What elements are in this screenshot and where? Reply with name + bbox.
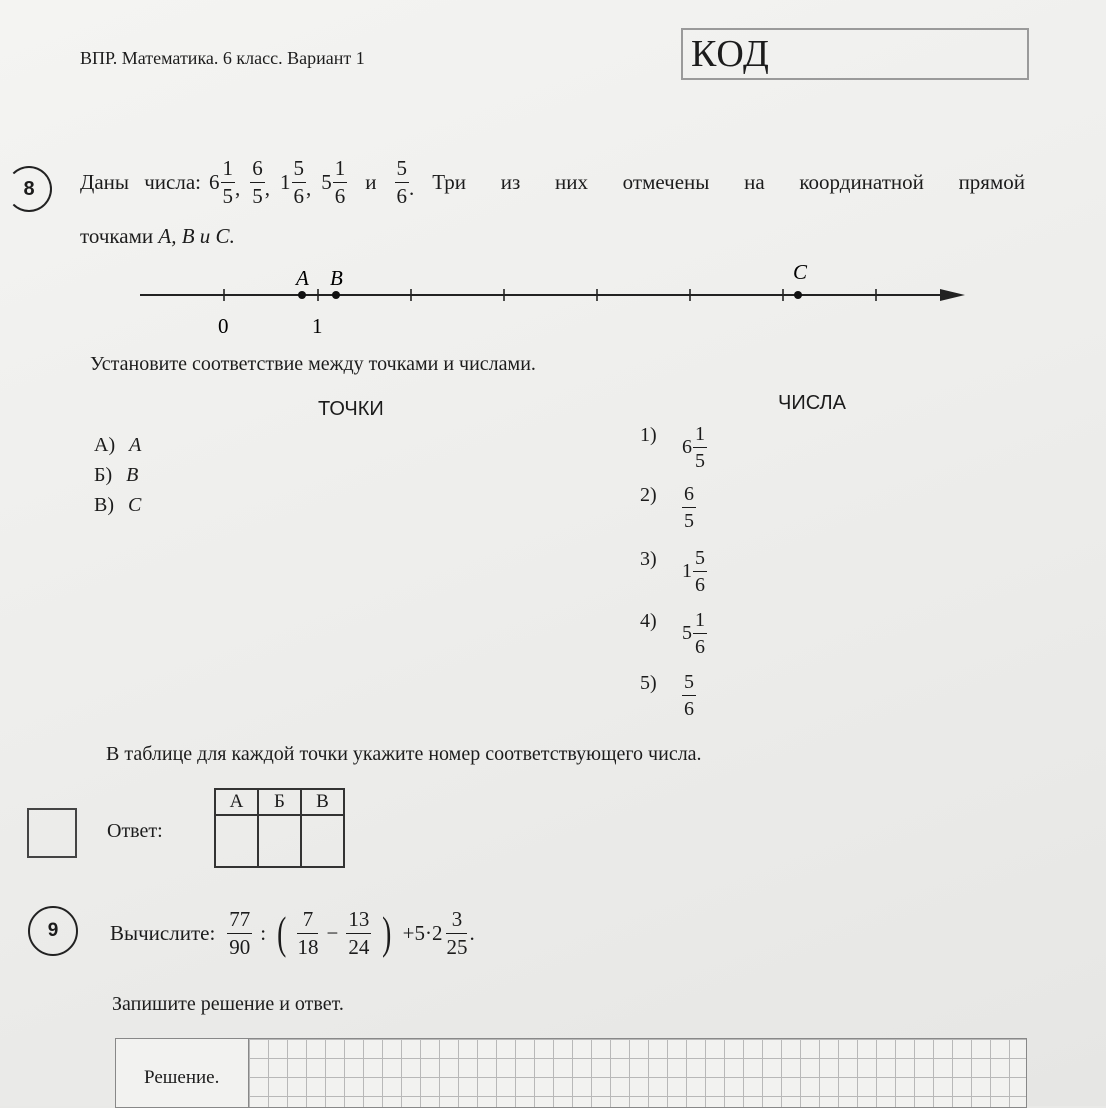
option-key: 1)	[640, 424, 657, 446]
label-A: A	[296, 266, 309, 290]
frac-13-24	[346, 906, 371, 959]
whole-part: 6	[209, 170, 220, 194]
denominator: 6	[695, 636, 705, 658]
answer-cell-3[interactable]	[301, 815, 344, 867]
instruction: Установите соответствие между точками и числами.	[90, 353, 536, 375]
score-box[interactable]	[27, 808, 77, 858]
point-C	[794, 291, 802, 299]
fraction	[250, 158, 265, 207]
code-box	[681, 28, 1029, 80]
label-B: B	[330, 266, 343, 290]
separator: .	[409, 176, 415, 200]
point-key: А)	[94, 434, 116, 456]
answer-cell-2[interactable]	[258, 815, 301, 867]
option-key: 5)	[640, 672, 657, 694]
task-number: 8	[23, 177, 35, 200]
task8-statement-line2	[80, 224, 235, 249]
denominator: 18	[297, 934, 319, 959]
denominator: 6	[695, 574, 705, 596]
denominator: 25	[446, 934, 468, 959]
fraction	[693, 424, 707, 471]
whole-part: 5	[321, 170, 332, 194]
fraction	[693, 548, 707, 595]
task9-label: Вычислите:	[110, 920, 216, 945]
denominator: 6	[396, 184, 407, 208]
fraction	[682, 672, 696, 719]
numerator: 1	[693, 610, 707, 634]
fraction	[395, 158, 410, 207]
point-key: В)	[94, 494, 114, 516]
col-points-header: ТОЧКИ	[318, 398, 384, 420]
whole-part: 1	[682, 560, 692, 582]
task9-number: 9	[47, 920, 59, 941]
task8-points-text: A, B и C.	[158, 224, 235, 248]
denominator: 5	[684, 510, 694, 532]
denominator: 6	[334, 184, 346, 208]
point-label: B	[126, 464, 139, 486]
solution-label-cell	[116, 1039, 249, 1107]
fraction	[333, 158, 348, 207]
minus-sign: −	[326, 920, 339, 945]
number-option-4	[640, 610, 760, 657]
given-number-5	[395, 158, 415, 207]
frac-3-25	[446, 906, 468, 959]
point-A	[298, 291, 306, 299]
given-number-3	[280, 158, 311, 207]
task9-number-badge	[28, 906, 78, 956]
point-B	[332, 291, 340, 299]
number-option-1	[640, 424, 760, 471]
answer-header-3: В	[301, 789, 344, 815]
denominator: 90	[229, 934, 251, 959]
number-option-5	[640, 672, 760, 719]
denominator: 5	[695, 450, 705, 472]
number-option-3	[640, 548, 760, 595]
separator: ,	[235, 176, 241, 200]
answer-header-1: А	[215, 789, 258, 815]
label-C: C	[793, 260, 808, 284]
write-instruction: Запишите решение и ответ.	[112, 993, 344, 1015]
col-numbers-header: ЧИСЛА	[778, 392, 846, 414]
code-label: КОД	[691, 33, 770, 75]
answer-cell-1[interactable]	[215, 815, 258, 867]
numerator: 6	[682, 484, 696, 508]
number-line	[0, 255, 1106, 345]
answer-header-2: Б	[258, 789, 301, 815]
task8-statement	[80, 158, 1025, 207]
numerator: 1	[221, 158, 236, 183]
numerator: 7	[297, 909, 318, 934]
fraction	[682, 484, 696, 531]
task9-expression	[110, 903, 475, 963]
numerator: 1	[333, 158, 348, 183]
option-key: 3)	[640, 548, 657, 570]
points-list	[94, 430, 141, 520]
given-number-4	[321, 158, 347, 207]
point-item	[94, 490, 141, 520]
task8-line2: точками	[80, 224, 154, 248]
div-sign: :	[260, 920, 267, 945]
fraction	[221, 158, 236, 207]
option-value	[682, 672, 696, 719]
numerator: 77	[227, 909, 252, 934]
separator: ,	[306, 176, 312, 200]
given-number-2	[250, 158, 270, 207]
fraction	[292, 158, 307, 207]
numerator: 13	[346, 909, 371, 934]
numerator: 5	[292, 158, 307, 183]
point-label: C	[128, 494, 142, 516]
task-number-badge	[6, 166, 52, 212]
point-key: Б)	[94, 464, 113, 486]
tick-label-0: 0	[218, 314, 229, 338]
task8-text-after: Три из них отмечены на координатной прямой	[432, 170, 1025, 194]
task8-intro: Даны числа:	[80, 170, 201, 194]
whole-part: 1	[280, 170, 291, 194]
left-paren: (	[277, 907, 287, 958]
separator: ,	[264, 176, 270, 200]
option-key: 2)	[640, 484, 657, 506]
option-key: 4)	[640, 610, 657, 632]
denominator: 5	[222, 184, 233, 208]
plus-term: +5·2	[402, 920, 443, 945]
numerator: 1	[693, 424, 707, 448]
table-instruction: В таблице для каждой точки укажите номер соответствующего числа.	[106, 743, 702, 765]
given-number-1	[209, 158, 240, 207]
numerator: 5	[395, 158, 410, 183]
right-paren: )	[382, 907, 392, 958]
option-value	[682, 610, 707, 657]
solution-label: Решение.	[144, 1067, 220, 1088]
answer-table-wrap	[214, 788, 345, 868]
whole-part: 5	[682, 622, 692, 644]
denominator: 6	[684, 698, 694, 720]
point-label: A	[129, 434, 142, 456]
answer-table	[214, 788, 345, 868]
header-title: ВПР. Математика. 6 класс. Вариант 1	[80, 48, 365, 68]
whole-part: 6	[682, 436, 692, 458]
denominator: 6	[293, 184, 304, 208]
tick-label-1: 1	[312, 314, 323, 338]
end-dot: .	[469, 920, 475, 945]
denominator: 5	[252, 184, 263, 208]
answer-label: Ответ:	[107, 820, 163, 842]
frac-77-90	[227, 906, 252, 959]
denominator: 24	[348, 934, 370, 959]
numerator: 6	[250, 158, 265, 183]
option-value	[682, 548, 707, 595]
axis-arrow	[940, 289, 965, 301]
numerator: 5	[693, 548, 707, 572]
point-item	[94, 460, 141, 490]
option-value	[682, 424, 707, 471]
solution-grid[interactable]	[115, 1038, 1027, 1108]
numerator: 5	[682, 672, 696, 696]
fraction	[693, 610, 707, 657]
numerator: 3	[446, 909, 467, 934]
and-word: и	[365, 170, 377, 194]
option-value	[682, 484, 696, 531]
number-option-2	[640, 484, 760, 531]
given-numbers	[209, 158, 414, 207]
point-item	[94, 430, 141, 460]
frac-7-18	[297, 906, 319, 959]
